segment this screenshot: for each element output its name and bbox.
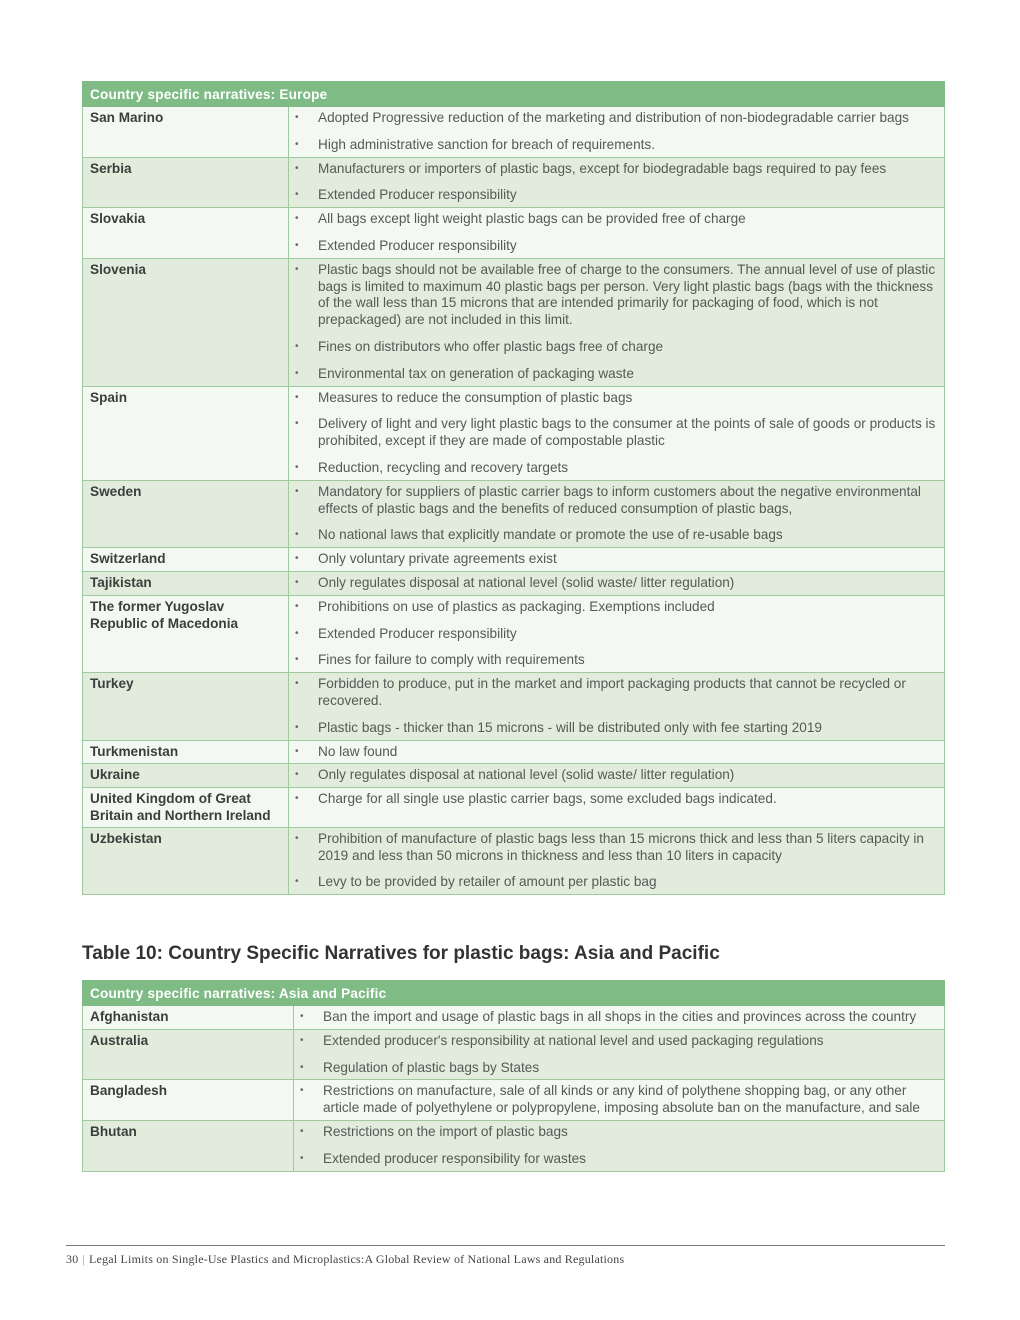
- page-number: 30: [66, 1252, 79, 1266]
- narrative-item: • Environmental tax on generation of packaging waste: [295, 366, 938, 383]
- narrative-item: • Forbidden to produce, put in the market and import packaging products that cannot be recycled or recovered.: [295, 676, 938, 710]
- narrative-item: • Mandatory for suppliers of plastic carrier bags to inform customers about the negative environmental effects of plastic bags and the benefits of reduced consumption of plastic bags,: [295, 484, 938, 518]
- narrative-cell: [289, 386, 945, 480]
- asia-narratives-table: [82, 980, 945, 1172]
- table-row: [83, 1120, 945, 1171]
- narrative-item: • Extended Producer responsibility: [295, 626, 938, 643]
- narrative-item: • Prohibition of manufacture of plastic bags less than 15 microns thick and less than 5 liters capacity in 2019 and less than 50 microns in thickness and less than 10 liters in capacity: [295, 831, 938, 865]
- table-row: [83, 827, 945, 894]
- narrative-list: [300, 1033, 938, 1077]
- narrative-list: [295, 599, 938, 669]
- narrative-item: • Charge for all single use plastic carrier bags, some excluded bags indicated.: [295, 791, 938, 808]
- narrative-cell: [289, 595, 945, 672]
- narrative-cell: [289, 571, 945, 595]
- country-name: Sweden: [83, 480, 289, 547]
- narrative-item: • Restrictions on the import of plastic bags: [300, 1124, 938, 1141]
- table-row: [83, 480, 945, 547]
- narrative-item: • Extended Producer responsibility: [295, 187, 938, 204]
- table-row: [83, 764, 945, 788]
- table-row: [83, 1080, 945, 1121]
- narrative-cell: [294, 1029, 945, 1080]
- narrative-item: • Fines on distributors who offer plastic bags free of charge: [295, 339, 938, 356]
- table-row: [83, 788, 945, 828]
- narrative-item: • All bags except light weight plastic bags can be provided free of charge: [295, 211, 938, 228]
- narrative-list: [300, 1124, 938, 1168]
- narrative-list: [295, 744, 938, 761]
- narrative-item: • Only voluntary private agreements exist: [295, 551, 938, 568]
- country-name: The former Yugoslav Republic of Macedonia: [83, 595, 289, 672]
- narrative-item: • Levy to be provided by retailer of amount per plastic bag: [295, 874, 938, 891]
- table-row: [83, 1029, 945, 1080]
- europe-narratives-table: [82, 81, 945, 895]
- narrative-cell: [289, 740, 945, 764]
- table-row: [83, 208, 945, 259]
- narrative-item: • Plastic bags - thicker than 15 microns - will be distributed only with fee starting 2019: [295, 720, 938, 737]
- narrative-list: [295, 484, 938, 544]
- narrative-item: • Adopted Progressive reduction of the marketing and distribution of non-biodegradable carrier bags: [295, 110, 938, 127]
- narrative-list: [295, 575, 938, 592]
- narrative-cell: [294, 1080, 945, 1121]
- country-name: Bangladesh: [83, 1080, 294, 1121]
- narrative-list: [295, 791, 938, 808]
- country-name: Slovakia: [83, 208, 289, 259]
- narrative-list: [295, 211, 938, 255]
- country-name: Slovenia: [83, 258, 289, 386]
- narrative-cell: [289, 107, 945, 158]
- table-row: [83, 258, 945, 386]
- narrative-item: • Extended Producer responsibility: [295, 238, 938, 255]
- narrative-list: [300, 1083, 938, 1117]
- footer-title: Legal Limits on Single-Use Plastics and Microplastics:A Global Review of National Laws and Regulations: [89, 1252, 625, 1266]
- country-name: San Marino: [83, 107, 289, 158]
- narrative-list: [295, 110, 938, 154]
- table-row: [83, 157, 945, 208]
- page-footer: [66, 1252, 624, 1267]
- asia-table-header: Country specific narratives: Asia and Pacific: [83, 981, 945, 1006]
- narrative-item: • Fines for failure to comply with requirements: [295, 652, 938, 669]
- narrative-item: • No law found: [295, 744, 938, 761]
- table-row: [83, 673, 945, 740]
- table-row: [83, 595, 945, 672]
- narrative-cell: [289, 258, 945, 386]
- narrative-list: [295, 161, 938, 205]
- narrative-cell: [294, 1006, 945, 1030]
- narrative-item: • Extended producer's responsibility at national level and used packaging regulations: [300, 1033, 938, 1050]
- europe-table-header: Country specific narratives: Europe: [83, 82, 945, 107]
- country-name: Tajikistan: [83, 571, 289, 595]
- narrative-item: • Only regulates disposal at national level (solid waste/ litter regulation): [295, 575, 938, 592]
- narrative-list: [295, 262, 938, 383]
- narrative-list: [295, 767, 938, 784]
- narrative-item: • Prohibitions on use of plastics as packaging. Exemptions included: [295, 599, 938, 616]
- country-name: Serbia: [83, 157, 289, 208]
- table-row: [83, 548, 945, 572]
- footer-divider: [66, 1245, 945, 1246]
- narrative-item: • Measures to reduce the consumption of plastic bags: [295, 390, 938, 407]
- country-name: Ukraine: [83, 764, 289, 788]
- asia-table-body: [83, 1006, 945, 1172]
- narrative-item: • Restrictions on manufacture, sale of all kinds or any kind of polythene shopping bag, or any other article made of polyethylene or polypropylene, imposing absolute ban on the manufacture, and sale: [300, 1083, 938, 1117]
- country-name: Switzerland: [83, 548, 289, 572]
- table-row: [83, 740, 945, 764]
- narrative-item: • Extended producer responsibility for wastes: [300, 1151, 938, 1168]
- country-name: Australia: [83, 1029, 294, 1080]
- narrative-list: [295, 390, 938, 477]
- country-name: Turkmenistan: [83, 740, 289, 764]
- narrative-list: [295, 676, 938, 736]
- narrative-cell: [289, 480, 945, 547]
- table-row: [83, 1006, 945, 1030]
- narrative-cell: [289, 157, 945, 208]
- country-name: Uzbekistan: [83, 827, 289, 894]
- country-name: Bhutan: [83, 1120, 294, 1171]
- europe-table-body: [83, 107, 945, 895]
- narrative-item: • No national laws that explicitly mandate or promote the use of re-usable bags: [295, 527, 938, 544]
- narrative-cell: [294, 1120, 945, 1171]
- narrative-item: • High administrative sanction for breach of requirements.: [295, 137, 938, 154]
- country-name: Turkey: [83, 673, 289, 740]
- narrative-cell: [289, 673, 945, 740]
- narrative-cell: [289, 764, 945, 788]
- narrative-list: [295, 831, 938, 891]
- narrative-cell: [289, 788, 945, 828]
- narrative-item: • Delivery of light and very light plastic bags to the consumer at the points of sale of goods or products is prohibited, except if they are made of compostable plastic: [295, 416, 938, 450]
- narrative-item: • Ban the import and usage of plastic bags in all shops in the cities and provinces across the country: [300, 1009, 938, 1026]
- narrative-cell: [289, 208, 945, 259]
- narrative-item: • Manufacturers or importers of plastic bags, except for biodegradable bags required to pay fees: [295, 161, 938, 178]
- country-name: United Kingdom of Great Britain and Northern Ireland: [83, 788, 289, 828]
- narrative-list: [300, 1009, 938, 1026]
- country-name: Spain: [83, 386, 289, 480]
- table-row: [83, 386, 945, 480]
- narrative-item: • Only regulates disposal at national level (solid waste/ litter regulation): [295, 767, 938, 784]
- asia-table-heading: Table 10: Country Specific Narratives for plastic bags: Asia and Pacific: [82, 943, 720, 964]
- footer-separator: |: [82, 1252, 86, 1266]
- narrative-cell: [289, 827, 945, 894]
- narrative-list: [295, 551, 938, 568]
- narrative-item: • Regulation of plastic bags by States: [300, 1060, 938, 1077]
- table-row: [83, 107, 945, 158]
- narrative-item: • Reduction, recycling and recovery targets: [295, 460, 938, 477]
- narrative-item: • Plastic bags should not be available free of charge to the consumers. The annual level of use of plastic bags is limited to maximum 40 plastic bags per person. Very light plastic bags (bags with the thickness of the wall less than 15 microns that are intended primarily for packaging of food, which is not prepackaged) are not included in this limit.: [295, 262, 938, 329]
- country-name: Afghanistan: [83, 1006, 294, 1030]
- table-row: [83, 571, 945, 595]
- narrative-cell: [289, 548, 945, 572]
